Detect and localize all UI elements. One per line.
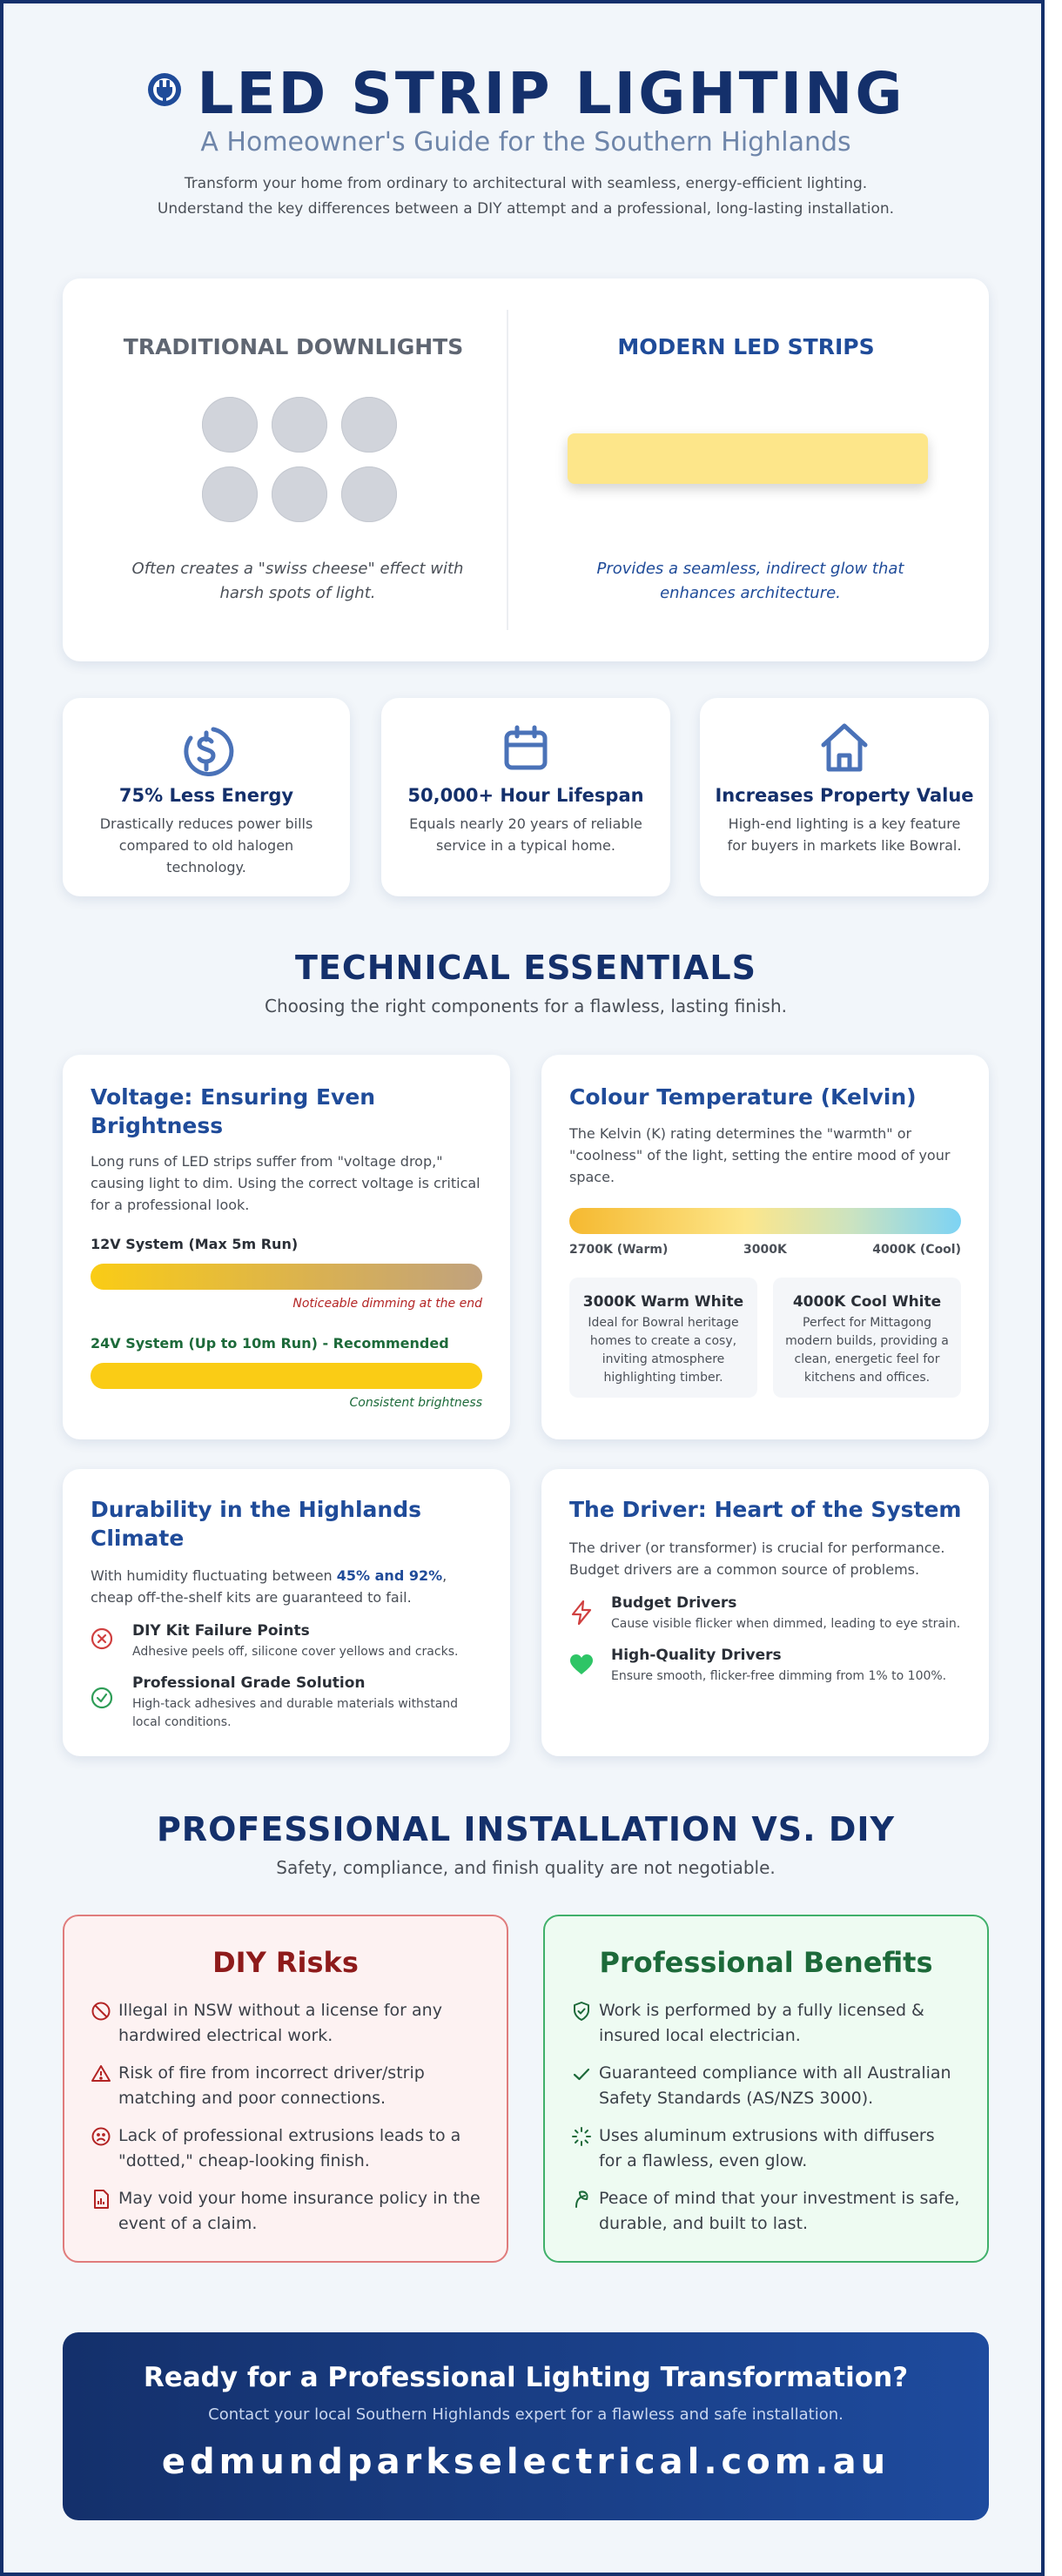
- driver-body: The driver (or transformer) is crucial for performance. Budget drivers are a common source of problems.: [569, 1540, 945, 1578]
- durability-item-desc: High-tack adhesives and durable materials withstand local conditions.: [132, 1697, 459, 1729]
- kelvin-box-title: 3000K Warm White: [582, 1293, 744, 1311]
- driver-item-title: Budget Drivers: [611, 1594, 737, 1612]
- diy-risks-card: [63, 1915, 508, 2263]
- driver-item-desc: Ensure smooth, flicker-free dimming from 1% to 100%.: [611, 1669, 947, 1683]
- diy-risk-text: Risk of fire from incorrect driver/strip matching and poor connections.: [118, 2063, 425, 2108]
- downlight-dot: [202, 397, 258, 453]
- pro-benefits-card: [543, 1915, 989, 2263]
- driver-item-desc: Cause visible flicker when dimmed, leading to eye strain.: [611, 1617, 961, 1631]
- diy-risk-text: Illegal in NSW without a license for any hardwired electrical work.: [118, 2001, 442, 2045]
- cta-subtitle: Contact your local Southern Highlands expert for a flawless and safe installation.: [208, 2405, 844, 2424]
- kelvin-tick-cool: 4000K (Cool): [872, 1243, 961, 1257]
- dollar-icon: [178, 722, 234, 778]
- ban-icon: [91, 2001, 111, 2022]
- intro-line: Transform your home from ordinary to architectural with seamless, energy-efficient lighting.: [184, 175, 868, 192]
- page-subtitle: A Homeowner's Guide for the Southern Highlands: [200, 127, 851, 158]
- leaf-icon: [571, 2189, 592, 2210]
- durability-title: Durability in the Highlands Climate: [91, 1497, 421, 1551]
- durability-item-title: DIY Kit Failure Points: [132, 1622, 310, 1640]
- downlights-caption: Often creates a "swiss cheese" effect with harsh spots of light.: [131, 560, 464, 602]
- pro-benefit-text: Guaranteed compliance with all Australian Safety Standards (AS/NZS 3000).: [599, 2063, 951, 2108]
- check-icon: [571, 2063, 592, 2084]
- bar-12v: [91, 1264, 482, 1290]
- downlight-dot: [202, 466, 258, 522]
- feature-card-energy: [63, 698, 350, 896]
- downlights-illustration: [202, 397, 411, 536]
- driver-card: [541, 1469, 989, 1756]
- kelvin-box-warm: [569, 1278, 757, 1398]
- humidity-highlight: 45% and 92%: [336, 1567, 443, 1584]
- heart-icon: [569, 1654, 594, 1676]
- driver-title: The Driver: Heart of the System: [569, 1497, 962, 1522]
- pro-benefit-text: Uses aluminum extrusions with diffusers for a flawless, even glow.: [599, 2126, 935, 2170]
- diy-risks-title: DIY Risks: [212, 1946, 359, 1979]
- house-icon: [818, 721, 870, 775]
- pro-benefits-title: Professional Benefits: [599, 1946, 933, 1979]
- feature-desc: Drastically reduces power bills compared to old halogen technology.: [99, 815, 313, 875]
- driver-item-title: High-Quality Drivers: [611, 1647, 782, 1664]
- kelvin-box-title: 4000K Cool White: [792, 1293, 942, 1311]
- voltage-body: Long runs of LED strips suffer from "voltage drop," causing light to dim. Using the correct voltage is critical for a professional look.: [91, 1153, 481, 1213]
- downlight-dot: [272, 466, 327, 522]
- kelvin-gradient-bar: [569, 1208, 961, 1234]
- cta-title: Ready for a Professional Lighting Transformation?: [143, 2362, 909, 2393]
- comparison-divider: [507, 310, 508, 630]
- feature-title: Increases Property Value: [715, 785, 974, 806]
- diy-risk-text: Lack of professional extrusions leads to a "dotted," cheap-looking finish.: [118, 2126, 461, 2170]
- durability-body: [91, 1565, 491, 1608]
- durability-item-title: Professional Grade Solution: [132, 1674, 366, 1692]
- bar-12v-note: Noticeable dimming at the end: [292, 1297, 482, 1311]
- diy-risk-text: May void your home insurance policy in the event of a claim.: [118, 2189, 481, 2233]
- kelvin-box-desc: Ideal for Bowral heritage homes to create a cosy, inviting atmosphere highlighting timber.: [588, 1316, 739, 1385]
- feature-title: 50,000+ Hour Lifespan: [407, 785, 644, 806]
- technical-heading: TECHNICAL ESSENTIALS: [294, 949, 757, 987]
- warning-triangle-icon: [91, 2063, 111, 2084]
- led-strips-heading: MODERN LED STRIPS: [617, 334, 875, 359]
- kelvin-box-cool: [773, 1278, 961, 1398]
- page-title: [3, 54, 1045, 129]
- bar-24v-label: 24V System (Up to 10m Run) - Recommended: [91, 1335, 449, 1352]
- lightning-icon: [569, 1600, 594, 1626]
- intro-text: [117, 171, 935, 222]
- pro-benefit-text: Work is performed by a fully licensed & insured local electrician.: [599, 2001, 924, 2045]
- kelvin-body: The Kelvin (K) rating determines the "warmth" or "coolness" of the light, setting the entire mood of your space.: [569, 1125, 951, 1185]
- website-link[interactable]: edmundparkselectrical.com.au: [161, 2442, 891, 2482]
- durability-card: [63, 1469, 510, 1756]
- title-text: LED STRIP LIGHTING: [197, 60, 905, 127]
- x-circle-icon: [91, 1627, 113, 1650]
- led-strips-caption: Provides a seamless, indirect glow that enhances architecture.: [596, 560, 904, 602]
- document-chart-icon: [91, 2189, 111, 2210]
- downlights-heading: TRADITIONAL DOWNLIGHTS: [123, 334, 464, 359]
- durability-body-text: With humidity fluctuating between: [91, 1567, 337, 1584]
- pro-benefit-text: Peace of mind that your investment is safe, durable, and built to last.: [599, 2189, 960, 2233]
- intro-line: Understand the key differences between a DIY attempt and a professional, long-lasting installation.: [157, 200, 895, 218]
- led-strip-illustration: [568, 433, 928, 484]
- bar-12v-label: 12V System (Max 5m Run): [91, 1236, 299, 1252]
- kelvin-box-desc: Perfect for Mittagong modern builds, providing a clean, energetic feel for kitchens and offices.: [785, 1316, 949, 1385]
- sparkle-icon: [571, 2126, 592, 2147]
- shield-check-icon: [571, 2001, 592, 2022]
- pro-vs-diy-heading: PROFESSIONAL INSTALLATION VS. DIY: [156, 1810, 896, 1848]
- feature-desc: High-end lighting is a key feature for buyers in markets like Bowral.: [727, 815, 962, 854]
- comparison-card: [63, 278, 989, 661]
- pro-vs-diy-subheading: Safety, compliance, and finish quality are not negotiable.: [276, 1857, 776, 1878]
- kelvin-title: Colour Temperature (Kelvin): [569, 1084, 917, 1110]
- technical-subheading: Choosing the right components for a flawless, lasting finish.: [264, 996, 787, 1016]
- bar-24v: [91, 1363, 482, 1389]
- check-circle-icon: [91, 1687, 113, 1709]
- kelvin-card: [541, 1055, 989, 1439]
- durability-item-desc: Adhesive peels off, silicone cover yellows and cracks.: [132, 1645, 459, 1659]
- downlight-dot: [341, 466, 397, 522]
- cta-banner: [63, 2332, 989, 2520]
- voltage-card: [63, 1055, 510, 1439]
- downlight-dot: [272, 397, 327, 453]
- feature-title: 75% Less Energy: [118, 785, 294, 806]
- kelvin-tick-mid: 3000K: [743, 1243, 787, 1257]
- voltage-title: Voltage: Ensuring Even Brightness: [91, 1084, 376, 1138]
- feature-desc: Equals nearly 20 years of reliable service in a typical home.: [409, 815, 642, 854]
- downlight-dot: [341, 397, 397, 453]
- bar-24v-note: Consistent brightness: [349, 1396, 482, 1410]
- frown-icon: [91, 2126, 111, 2147]
- kelvin-tick-warm: 2700K (Warm): [569, 1243, 669, 1257]
- durability-body-text: , cheap off-the-shelf kits are guaranteed to fail.: [91, 1567, 447, 1606]
- feature-card-lifespan: [381, 698, 670, 896]
- plug-in-circle-icon: [146, 54, 183, 91]
- calendar-icon: [500, 722, 552, 775]
- feature-card-value: [700, 698, 989, 896]
